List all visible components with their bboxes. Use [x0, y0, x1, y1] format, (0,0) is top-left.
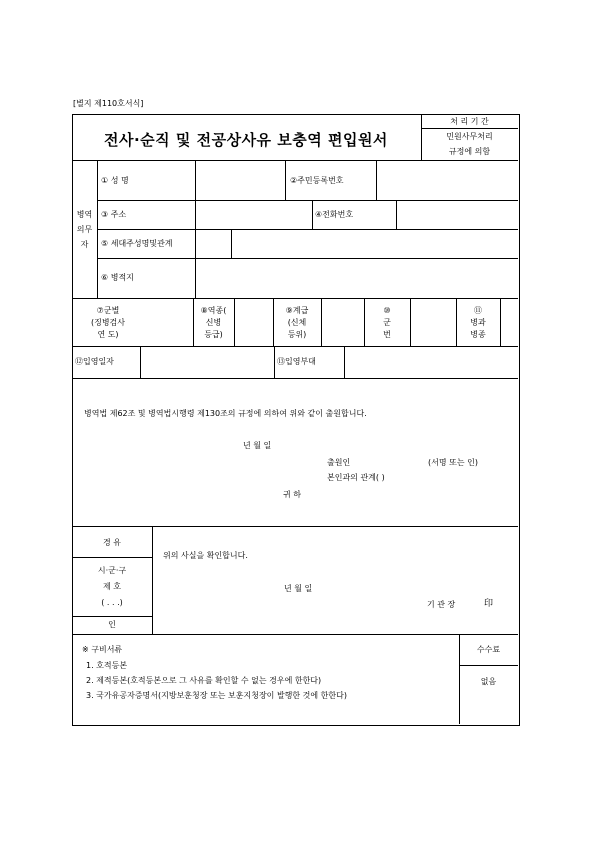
via-label: 경 유: [103, 538, 121, 547]
applicant-label: 출원인: [327, 458, 351, 467]
processing-period-header: 처 리 기 간: [450, 117, 489, 126]
name-field[interactable]: [196, 161, 284, 199]
office-date-label: ( . . .): [101, 598, 123, 607]
processing-period-line2: 규정에 의함: [448, 147, 491, 156]
enlist-type-field[interactable]: [235, 299, 272, 345]
householder-label: ⑤ 세대주성명및관계: [101, 239, 173, 248]
address-label: ③ 주소: [101, 210, 127, 219]
fee-label: 수수료: [476, 645, 501, 654]
resident-number-field[interactable]: [377, 161, 517, 199]
form-title: 전사·순직 및 전공상사유 보충역 편입원서: [104, 131, 388, 149]
enlist-unit-label: ⑬입영부대: [277, 357, 316, 366]
agency-head-label: 기 관 장: [427, 600, 456, 609]
enlist-date-field[interactable]: [141, 347, 273, 377]
address-field[interactable]: [196, 201, 311, 228]
applicant-section-label-3: 자: [80, 240, 89, 249]
recipient-label: 귀 하: [283, 490, 301, 499]
registered-domicile-field[interactable]: [196, 259, 517, 297]
service-number-field[interactable]: [411, 299, 455, 345]
agency-head-seal: 印: [484, 599, 494, 609]
document-item: 2. 제적등본(호적등본으로 그 사유를 확인할 수 없는 경우에 한한다): [86, 676, 322, 685]
signature-label: (서명 또는 인): [428, 458, 478, 467]
seal-label: 인: [108, 620, 116, 629]
declaration-text: 병역법 제62조 및 병역법시행령 제130조의 규정에 의하여 위와 같이 출원합니다.: [84, 409, 367, 418]
applicant-section-label-1: 병역: [76, 210, 93, 219]
office-label: 시·군·구: [97, 566, 127, 575]
enlist-unit-field[interactable]: [345, 347, 517, 377]
resident-number-label: ②주민등록번호: [290, 176, 344, 185]
specialty-field[interactable]: [501, 299, 517, 345]
rank-field[interactable]: [322, 299, 363, 345]
application-date: 년 월 일: [243, 441, 272, 450]
form-code: [별지 제110호서식]: [73, 99, 144, 108]
registered-domicile-label: ⑥ 병적지: [101, 273, 134, 282]
processing-period-line1: 민원사무처리: [446, 132, 493, 141]
confirm-text: 위의 사실을 확인합니다.: [163, 551, 248, 560]
fee-value: 없음: [480, 677, 497, 686]
document-item: 3. 국가유공자증명서(지방보훈청장 또는 보훈지청장이 발행한 것에 한한다): [86, 691, 347, 700]
name-label: ① 성 명: [101, 176, 129, 185]
confirm-date: 년 월 일: [284, 584, 313, 593]
document-item: 1. 호적등본: [86, 661, 128, 670]
applicant-section-label-2: 의무: [76, 225, 93, 234]
military-branch-field[interactable]: [145, 299, 192, 345]
relation-label: 본인과의 관계( ): [327, 473, 385, 482]
householder-field[interactable]: [232, 230, 517, 257]
documents-header: ※ 구비서류: [82, 645, 123, 654]
office-number-label: 제 호: [103, 582, 121, 591]
enlist-date-label: ⑫입영일자: [75, 357, 114, 366]
phone-label: ④전화번호: [315, 210, 354, 219]
phone-field[interactable]: [397, 201, 517, 228]
